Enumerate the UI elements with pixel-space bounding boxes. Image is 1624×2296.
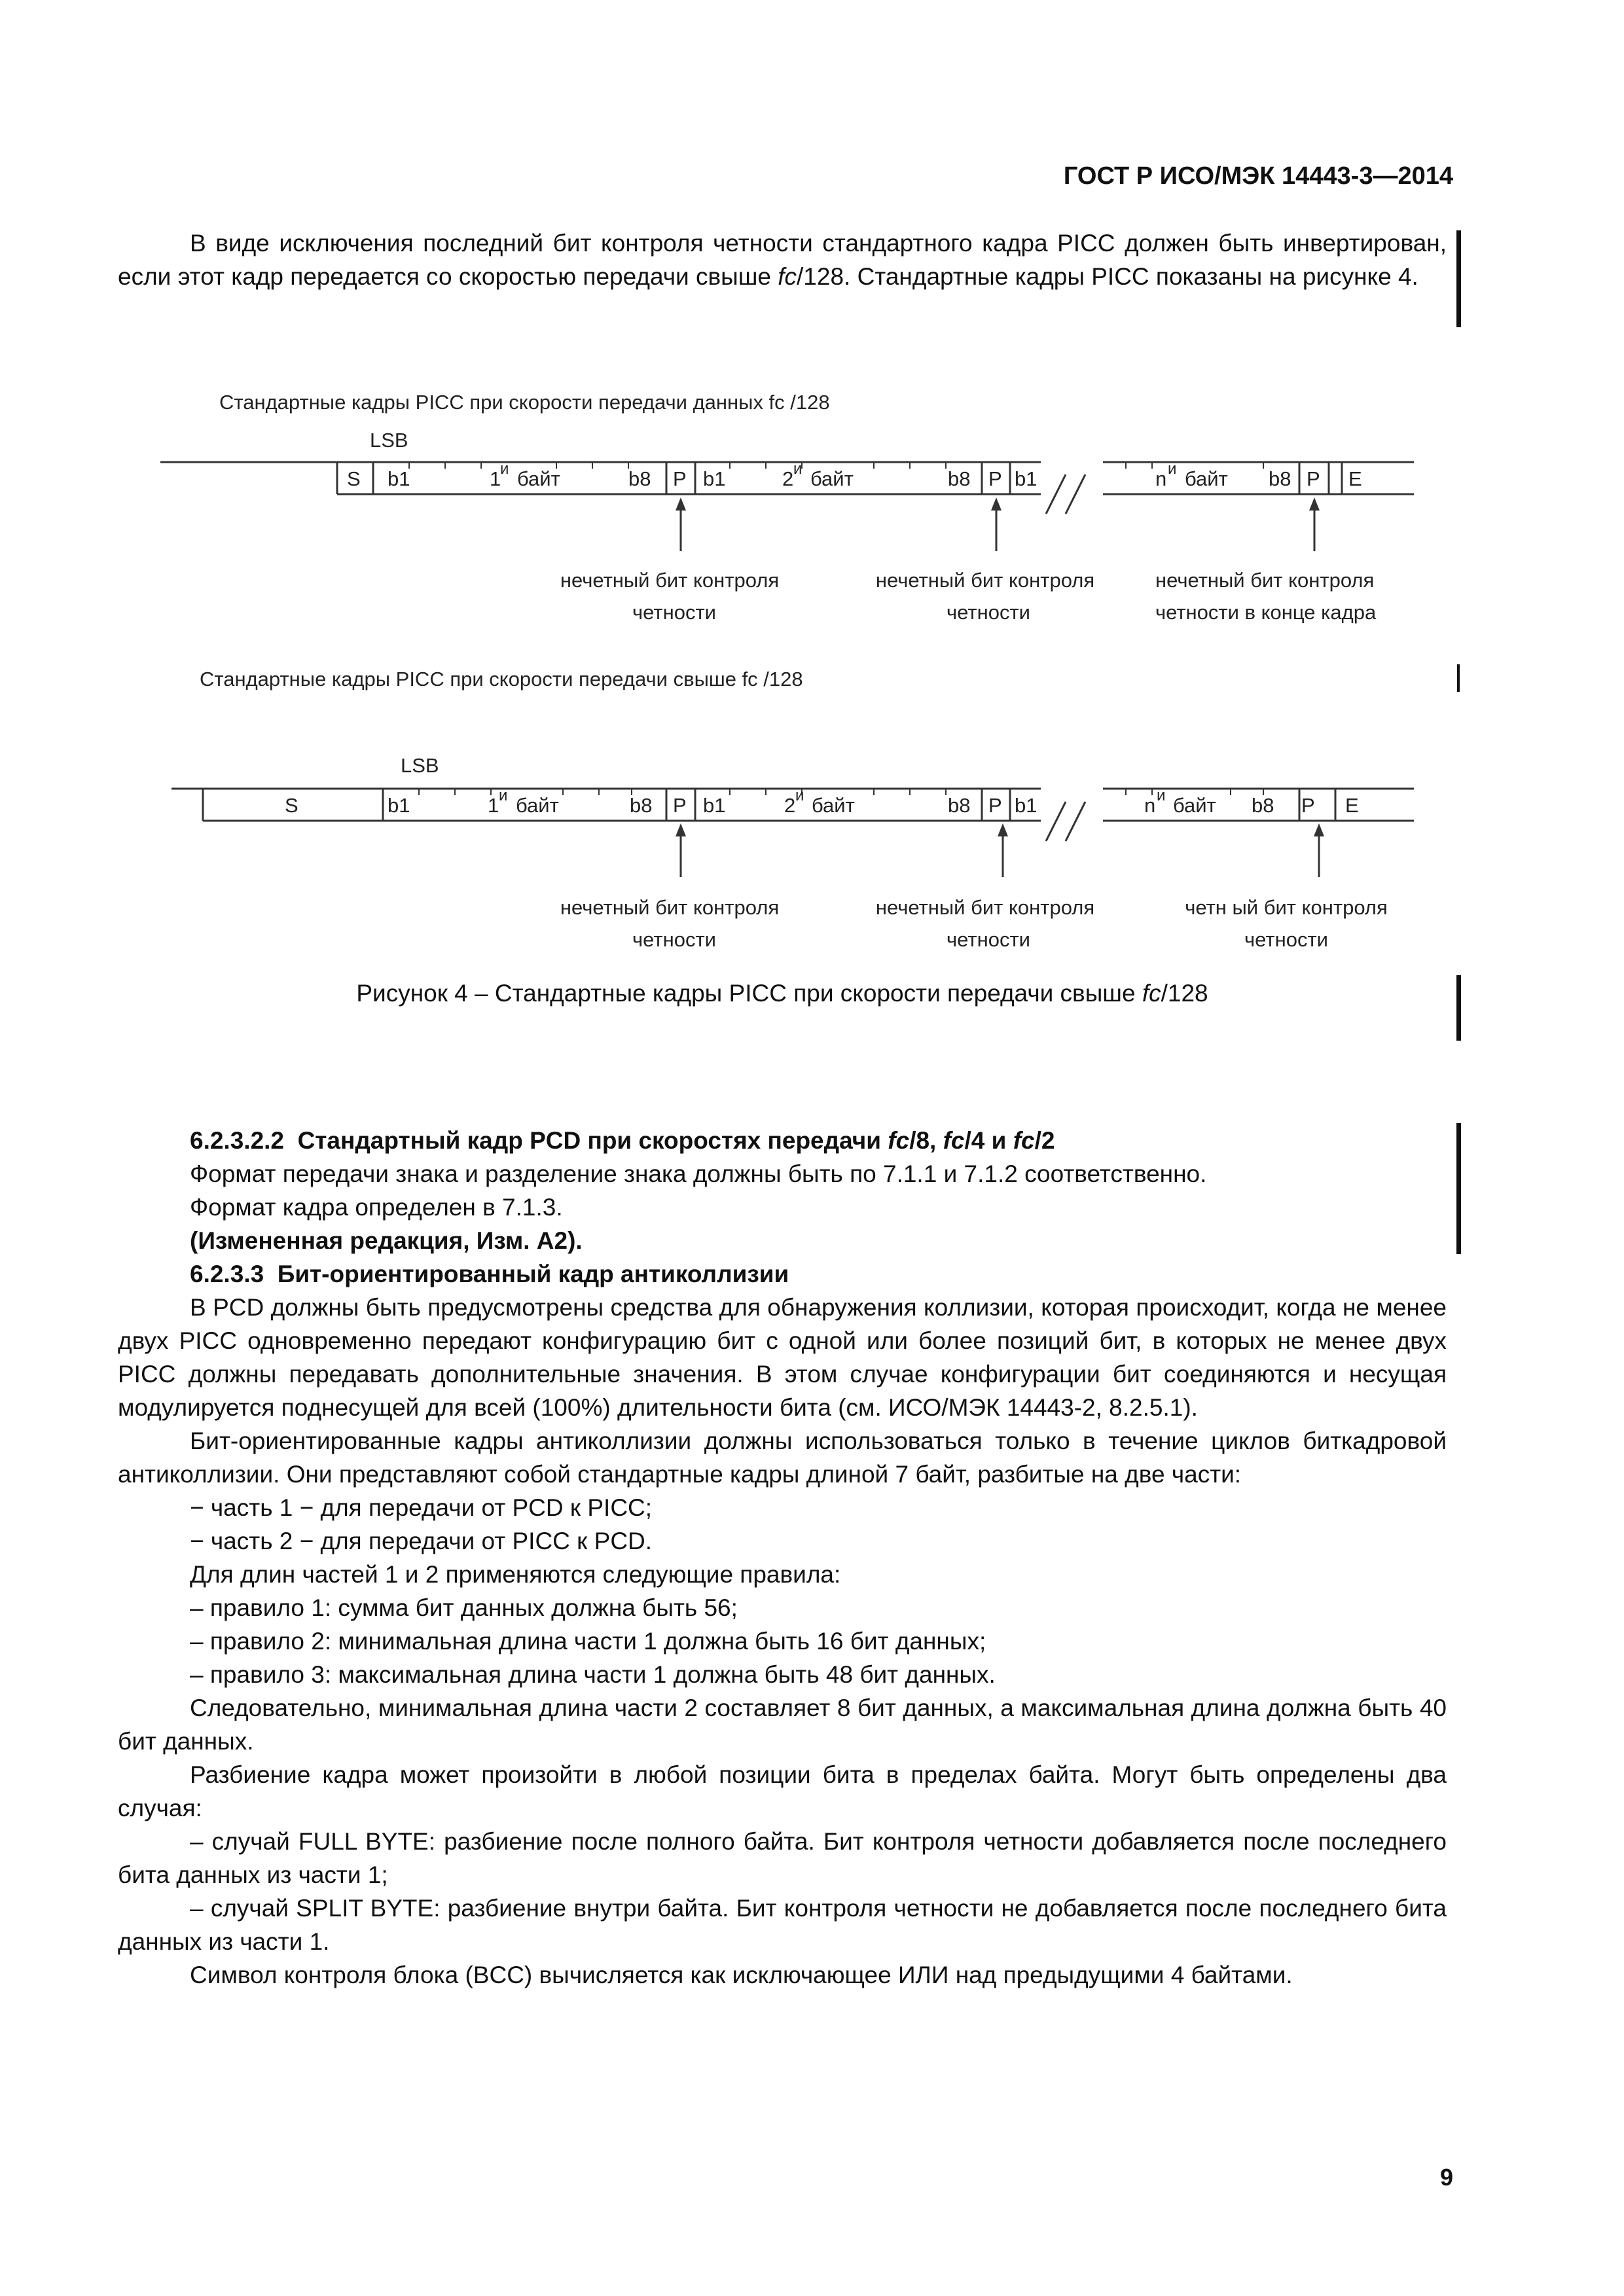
section-heading-6-2-3-3	[118, 1257, 1447, 1291]
list-item: – случай FULL BYTE: разбиение после полного байта. Бит контроля четности добавляется после последнего бита данных из части 1;	[118, 1828, 1447, 1888]
figure-caption	[118, 980, 1447, 1007]
heading-text: Стандартный кадр PCD при скоростях передачи	[297, 1127, 888, 1154]
heading-fc: fc	[943, 1127, 965, 1154]
list-item: – правило 3: максимальная длина части 1 должна быть 48 бит данных.	[190, 1661, 996, 1688]
byte-n-number: n	[1155, 467, 1167, 490]
heading-fc: fc	[1013, 1127, 1035, 1154]
bit-b8: b8	[948, 467, 971, 490]
parity-bit: P	[673, 794, 687, 817]
byte-1-number: 1	[488, 794, 499, 817]
even-parity-label: четн ый бит контроля	[1185, 896, 1388, 919]
list-item: − часть 1 − для передачи от PCD к PICC;	[190, 1494, 653, 1521]
list-item: – правило 2: минимальная длина части 1 должна быть 16 бит данных;	[190, 1628, 986, 1655]
byte-suffix: и	[1157, 787, 1166, 804]
byte-n-number: n	[1144, 794, 1156, 817]
bit-b1: b1	[1015, 467, 1038, 490]
heading-text: /4 и	[964, 1127, 1013, 1154]
even-parity-label: четности	[1244, 928, 1328, 951]
paragraph: Формат передачи знака и разделение знака должны быть по 7.1.1 и 7.1.2 соответственно.	[190, 1160, 1207, 1187]
section-number: 6.2.3.2.2	[190, 1127, 285, 1154]
figure-top-title: Стандартные кадры PICC при скорости передачи данных fc /128	[219, 391, 830, 414]
caption-text-a: Рисунок 4 – Стандартные кадры PICC при скорости передачи свыше	[356, 980, 1142, 1007]
bit-b8: b8	[1252, 794, 1274, 817]
paragraph: Следовательно, минимальная длина части 2 составляет 8 бит данных, а максимальная длина должна быть 40 бит данных.	[118, 1695, 1447, 1755]
byte-suffix: и	[1168, 460, 1177, 478]
parity-bit: P	[988, 794, 1002, 817]
paragraph: Символ контроля блока (BCC) вычисляется как исключающее ИЛИ над предыдущими 4 байтами.	[190, 1962, 1293, 1988]
bit-b8: b8	[630, 794, 653, 817]
parity-label: нечетный бит контроля	[560, 569, 780, 592]
caption-text-b: /128	[1161, 980, 1208, 1007]
change-bar	[1456, 1123, 1461, 1254]
start-bit: S	[285, 794, 298, 817]
byte-1-number: 1	[490, 467, 501, 490]
byte-label: байт	[810, 467, 854, 490]
parity-bit: P	[673, 467, 687, 490]
byte-label: байт	[516, 794, 559, 817]
list-item: – случай SPLIT BYTE: разбиение внутри байта. Бит контроля четности не добавляется после последнего бита данных из части 1.	[118, 1895, 1447, 1955]
byte-label: байт	[812, 794, 855, 817]
paragraph: Бит-ориентированные кадры антиколлизии должны использоваться только в течение циклов биткадровой антиколлизии. Они представляют собой стандартные кадры длиной 7 байт, разбитые на две части:	[118, 1427, 1447, 1488]
bit-b1: b1	[703, 794, 726, 817]
bit-b8: b8	[948, 794, 971, 817]
list-item: − часть 2 − для передачи от PICC к PCD.	[190, 1528, 653, 1554]
parity-label: четности	[632, 601, 716, 624]
paragraph: Разбиение кадра может произойти в любой позиции бита в пределах байта. Могут быть определены два случая:	[118, 1761, 1447, 1821]
byte-suffix: и	[499, 787, 508, 804]
byte-suffix: и	[793, 460, 803, 478]
start-bit: S	[347, 467, 361, 490]
bit-b1: b1	[388, 467, 410, 490]
intro-text-a: В виде исключения последний бит контроля четности стандартного кадра PICC должен быть инвертирован, если этот кадр передается со скоростью передачи свыше	[118, 230, 1447, 290]
parity-label: четности	[947, 928, 1030, 951]
section-heading-6-2-3-2-2	[118, 1124, 1447, 1157]
byte-suffix: и	[500, 460, 509, 478]
parity-label: четности	[632, 928, 716, 951]
figure-bottom-title: Стандартные кадры PICC при скорости передачи свыше fc /128	[200, 668, 803, 691]
main-body	[118, 1124, 1447, 1992]
heading-text: /8,	[909, 1127, 943, 1154]
byte-2-number: 2	[782, 467, 794, 490]
list-item: – правило 1: сумма бит данных должна быть 56;	[190, 1594, 738, 1621]
byte-label: байт	[517, 467, 560, 490]
amendment-note: (Измененная редакция, Изм. А2).	[190, 1227, 583, 1254]
end-bit: E	[1345, 794, 1359, 817]
byte-2-number: 2	[784, 794, 796, 817]
parity-label: нечетный бит контроля	[560, 896, 780, 919]
change-bar	[1456, 975, 1461, 1041]
bit-b1: b1	[1015, 794, 1038, 817]
byte-label: байт	[1185, 467, 1228, 490]
page-number: 9	[1439, 2164, 1453, 2191]
end-parity-label: четности в конце кадра	[1155, 601, 1377, 624]
end-parity-label: нечетный бит контроля	[1155, 569, 1375, 592]
heading-text: Бит-ориентированный кадр антиколлизии	[277, 1261, 789, 1287]
intro-text-b: /128. Стандартные кадры PICC показаны на рисунке 4.	[797, 263, 1418, 290]
parity-label: нечетный бит контроля	[875, 569, 1095, 592]
bit-b1: b1	[703, 467, 726, 490]
caption-fc: fc	[1142, 980, 1161, 1007]
parity-bit: P	[1301, 794, 1315, 817]
bit-b8: b8	[1269, 467, 1291, 490]
end-bit: E	[1348, 467, 1362, 490]
byte-label: байт	[1173, 794, 1216, 817]
parity-bit: P	[988, 467, 1002, 490]
lsb-label: LSB	[401, 754, 439, 777]
intro-fc: fc	[778, 263, 797, 290]
bit-b8: b8	[628, 467, 651, 490]
parity-bit: P	[1307, 467, 1320, 490]
parity-label: нечетный бит контроля	[875, 896, 1095, 919]
document-header: ГОСТ Р ИСО/МЭК 14443-3—2014	[1063, 162, 1453, 190]
bit-b1: b1	[388, 794, 410, 817]
byte-suffix: и	[795, 787, 804, 804]
heading-text: /2	[1034, 1127, 1055, 1154]
section-number: 6.2.3.3	[190, 1261, 264, 1287]
heading-fc: fc	[888, 1127, 910, 1154]
paragraph: Для длин частей 1 и 2 применяются следующие правила:	[190, 1561, 841, 1588]
paragraph: В PCD должны быть предусмотрены средства для обнаружения коллизии, которая происходит, когда не менее двух PICC одновременно передают конфигурацию бит с одной или более позиций бит, в которых не менее двух PICC должны передавать дополнительные значения. В этом случае конфигурации бит соединяются и несущая модулируется поднесущей для всей (100%) длительности бита (см. ИСО/МЭК 14443-2, 8.2.5.1).	[118, 1294, 1447, 1421]
parity-label: четности	[947, 601, 1030, 624]
lsb-label: LSB	[370, 429, 408, 452]
paragraph: Формат кадра определен в 7.1.3.	[190, 1194, 563, 1221]
figure-4-diagram	[0, 0, 1624, 969]
